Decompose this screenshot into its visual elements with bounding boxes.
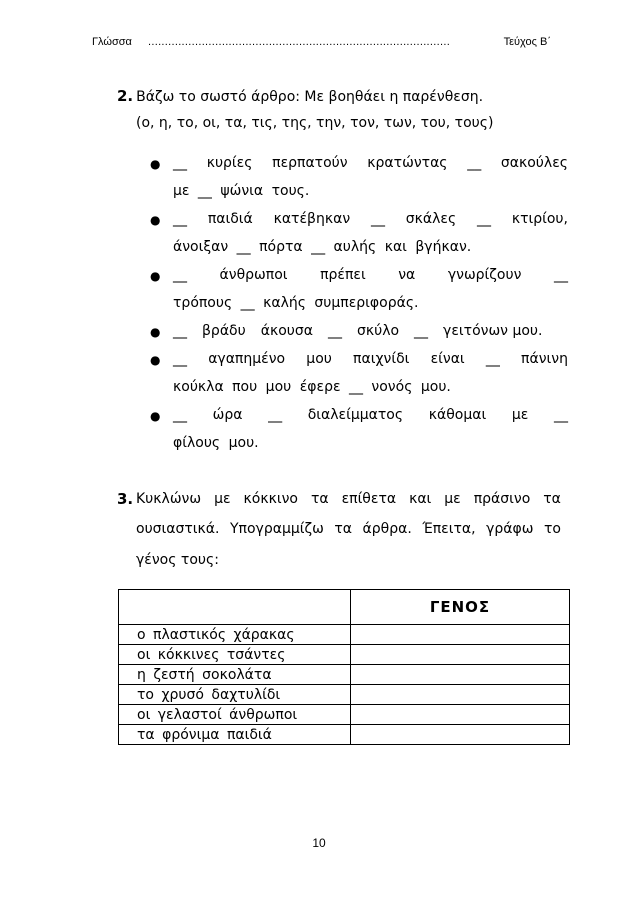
genos-table [118,589,570,745]
exercise-2-sentence-continuation: με __ ψώνια τους. [173,183,310,199]
word: άνθρωποι [219,267,288,283]
word: τα [334,521,353,537]
word: πάνινη [521,351,568,367]
exercise-2-hint: (ο, η, το, οι, τα, τις, της, την, τον, των, του, τους) [136,115,494,131]
exercise-2-sentence-line [173,351,568,367]
table-header-genos: ΓΕΝΟΣ [351,590,570,625]
exercise-2-sentence-line [173,267,568,283]
exercise-3-line-3: γένος τους: [136,552,219,568]
exercise-3-line-1 [136,491,561,507]
word: ουσιαστικά. [136,521,220,537]
word: με [214,491,231,507]
noun-phrase-cell: οι κόκκινες τσάντες [119,645,351,665]
blank-slot[interactable]: __ [173,267,187,283]
word: άκουσα [260,323,313,339]
word: παιχνίδι [353,351,410,367]
genos-answer-cell[interactable] [351,705,570,725]
exercise-2-sentence-continuation: τρόπους __ καλής συμπεριφοράς. [173,295,419,311]
header-issue: Τεύχος Β΄ [503,36,551,48]
word: τα [543,491,561,507]
table-row [119,705,570,725]
genos-answer-cell[interactable] [351,685,570,705]
word: γνωρίζουν [447,267,522,283]
word: γειτόνων μου. [443,323,543,339]
word: μου [306,351,332,367]
word: Υπογραμμίζω [230,521,324,537]
exercise-2-sentence-line [173,155,568,171]
word: βράδυ [202,323,246,339]
bullet-icon: ● [150,325,161,339]
header-dots: .......................................................................................... [148,36,451,48]
word: τα [310,491,329,507]
noun-phrase-cell: τα φρόνιμα παιδιά [119,725,351,745]
bullet-icon: ● [150,157,161,171]
word: σκύλο [356,323,400,339]
word: το [544,521,561,537]
exercise-2-sentence-line [173,407,568,423]
table-row [119,685,570,705]
blank-slot[interactable]: __ [477,211,492,227]
word: είναι [430,351,465,367]
table-row [119,665,570,685]
exercise-3-line-2 [136,521,561,537]
exercise-3-title [117,490,136,508]
blank-slot[interactable]: __ [370,211,385,227]
word: κατέβηκαν [273,211,351,227]
bullet-icon: ● [150,353,161,367]
genos-answer-cell[interactable] [351,645,570,665]
noun-phrase-cell: η ζεστή σοκολάτα [119,665,351,685]
blank-slot[interactable]: __ [173,155,187,171]
table-row [119,625,570,645]
noun-phrase-cell: το χρυσό δαχτυλίδι [119,685,351,705]
word: σακούλες [500,155,568,171]
page-header [92,36,551,52]
blank-slot[interactable]: __ [173,407,187,423]
word: επίθετα [341,491,397,507]
word: κόκκινο [243,491,298,507]
genos-answer-cell[interactable] [351,625,570,645]
blank-slot[interactable]: __ [485,351,500,367]
word: να [398,267,416,283]
word: ώρα [212,407,243,423]
blank-slot[interactable]: __ [553,407,568,423]
word: άρθρα. [362,521,412,537]
blank-slot[interactable]: __ [553,267,568,283]
word: παιδιά [207,211,253,227]
noun-phrase-cell: οι γελαστοί άνθρωποι [119,705,351,725]
word: πράσινο [473,491,531,507]
page-number: 10 [312,836,326,850]
exercise-3-number: 3. [117,490,134,508]
blank-slot[interactable]: __ [173,323,187,339]
word: περπατούν [272,155,348,171]
table-row [119,645,570,665]
exercise-2-sentence-continuation: κούκλα που μου έφερε __ νονός μου. [173,379,451,395]
exercise-2-sentence-line [173,323,557,339]
blank-slot[interactable]: __ [327,323,342,339]
genos-answer-cell[interactable] [351,725,570,745]
noun-phrase-cell: ο πλαστικός χάρακας [119,625,351,645]
word: διαλείμματος [307,407,404,423]
word: πρέπει [320,267,366,283]
bullet-icon: ● [150,269,161,283]
blank-slot[interactable]: __ [467,155,482,171]
word: κυρίες [206,155,253,171]
exercise-2-instruction: Βάζω το σωστό άρθρο: Με βοηθάει η παρένθεση. [136,89,484,105]
word: με [444,491,461,507]
table-header-empty [119,590,351,625]
exercise-2-sentence-line [173,211,568,227]
word: αγαπημένο [208,351,286,367]
blank-slot[interactable]: __ [173,351,187,367]
word: και [409,491,432,507]
table-row [119,725,570,745]
blank-slot[interactable]: __ [173,211,187,227]
exercise-2-sentence-continuation: άνοιξαν __ πόρτα __ αυλής και βγήκαν. [173,239,472,255]
word: κάθομαι [428,407,487,423]
genos-answer-cell[interactable] [351,665,570,685]
exercise-2-sentence-continuation: φίλους μου. [173,435,259,451]
word: σκάλες [405,211,457,227]
blank-slot[interactable]: __ [268,407,283,423]
word: γράφω [486,521,534,537]
exercise-2-number: 2. [117,87,134,105]
word: με [511,407,529,423]
table-header-row [119,590,570,625]
bullet-icon: ● [150,213,161,227]
exercise-2-title [117,87,483,105]
blank-slot[interactable]: __ [414,323,429,339]
word: Έπειτα, [422,521,476,537]
word: Κυκλώνω [136,491,202,507]
word: κτιρίου, [511,211,568,227]
word: κρατώντας [367,155,448,171]
bullet-icon: ● [150,409,161,423]
header-subject: Γλώσσα [92,36,132,48]
